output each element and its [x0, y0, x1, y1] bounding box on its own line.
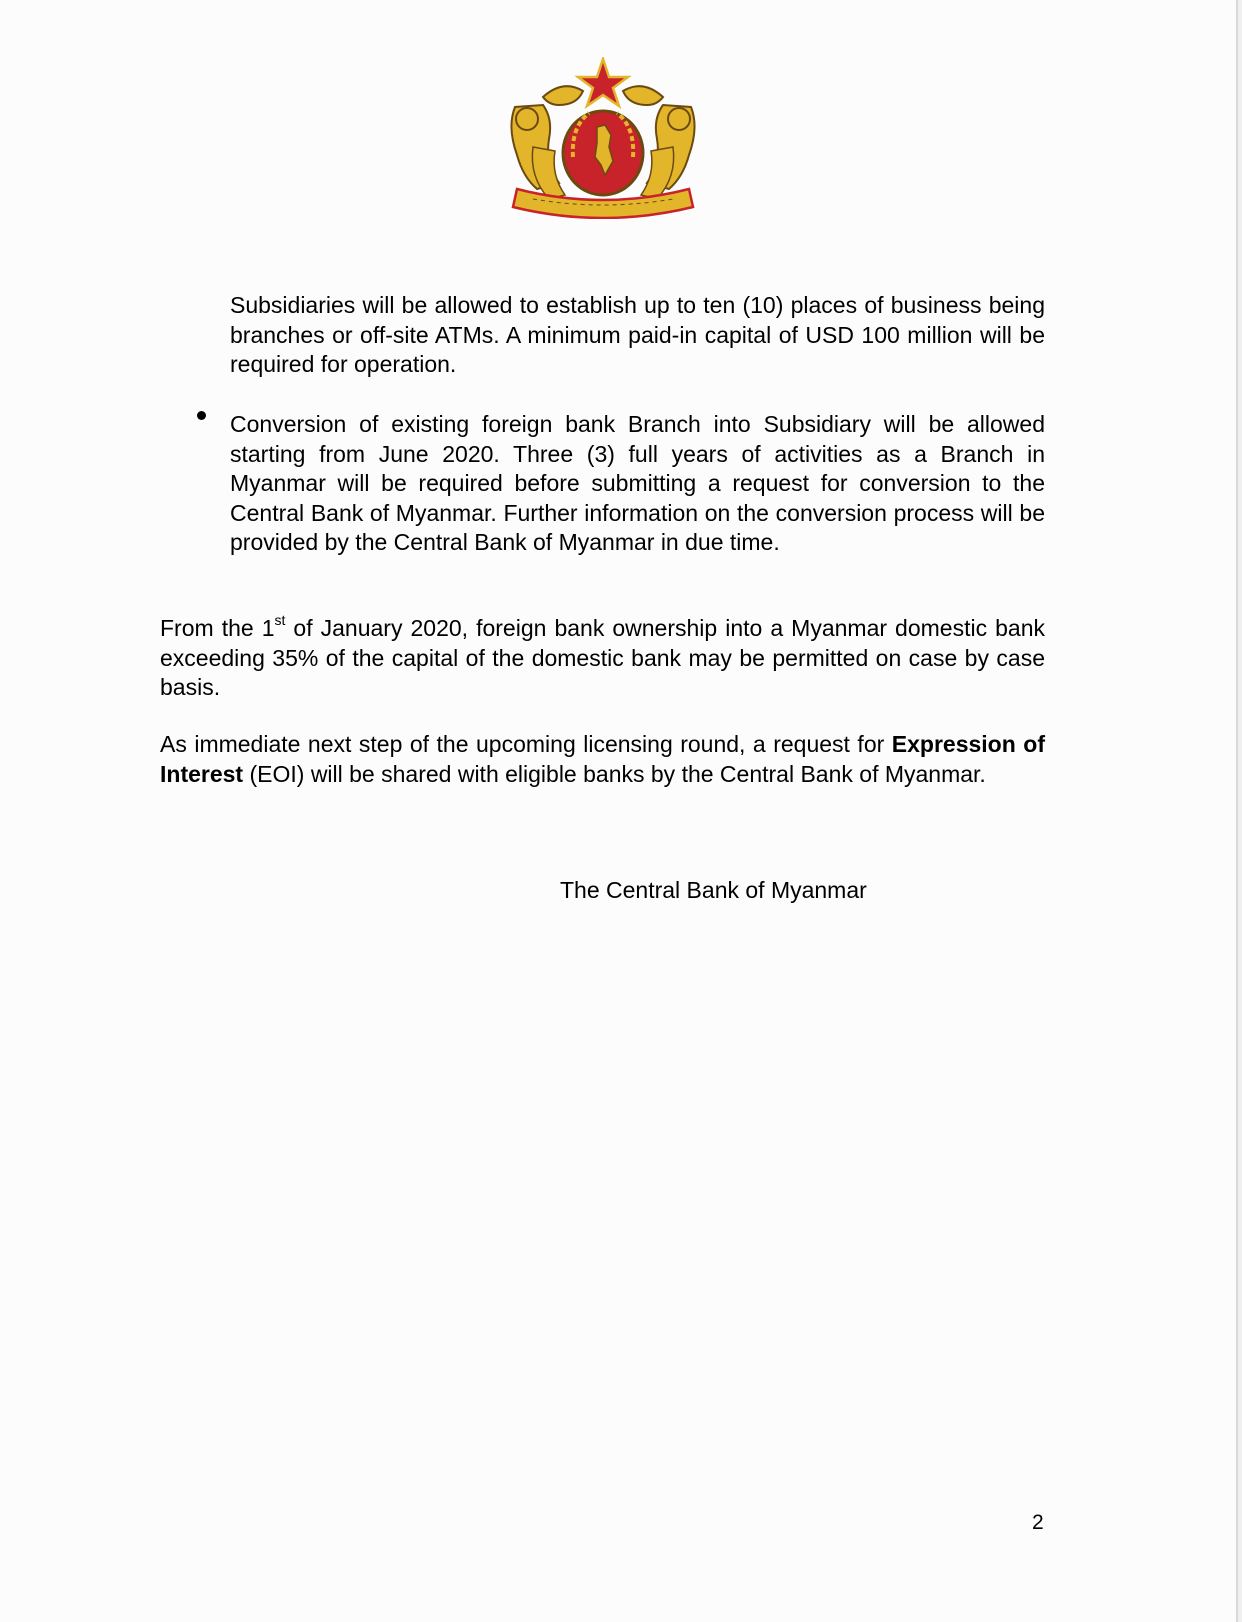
- foreign-ownership-paragraph: [160, 614, 1045, 703]
- next-step-intro: As immediate next step of the upcoming licensing round, a request for: [160, 731, 892, 757]
- next-step-rest: (EOI) will be shared with eligible banks by the Central Bank of Myanmar.: [243, 760, 986, 787]
- bullet-marker: [197, 411, 206, 420]
- next-step-paragraph: [160, 730, 1045, 789]
- page-number: 2: [1032, 1511, 1044, 1534]
- subsidiaries-paragraph: Subsidiaries will be allowed to establish up to ten (10) places of business being branches or off-site ATMs. A minimum paid-in capital of USD 100 million will be required for operation.: [230, 292, 1045, 377]
- state-seal-emblem: [503, 57, 703, 219]
- signature-line: The Central Bank of Myanmar: [560, 877, 867, 903]
- conversion-bullet-item: Conversion of existing foreign bank Branch into Subsidiary will be allowed starting from June 2020. Three (3) full years of activities as a Branch in Myanmar will be required before submitting a request for conversion to the Central Bank of Myanmar. Further information on the conversion process will be provided by the Central Bank of Myanmar in due time.: [230, 411, 1045, 555]
- date-prefix: From the 1: [160, 615, 275, 641]
- ordinal-superscript: st: [274, 612, 286, 628]
- ownership-text: of January 2020, foreign bank ownership into a Myanmar domestic bank exceeding 35% of the capital of the domestic bank may be permitted on case by case basis.: [160, 615, 1045, 700]
- eoi-bold-term: Expression of Interest: [160, 731, 1045, 787]
